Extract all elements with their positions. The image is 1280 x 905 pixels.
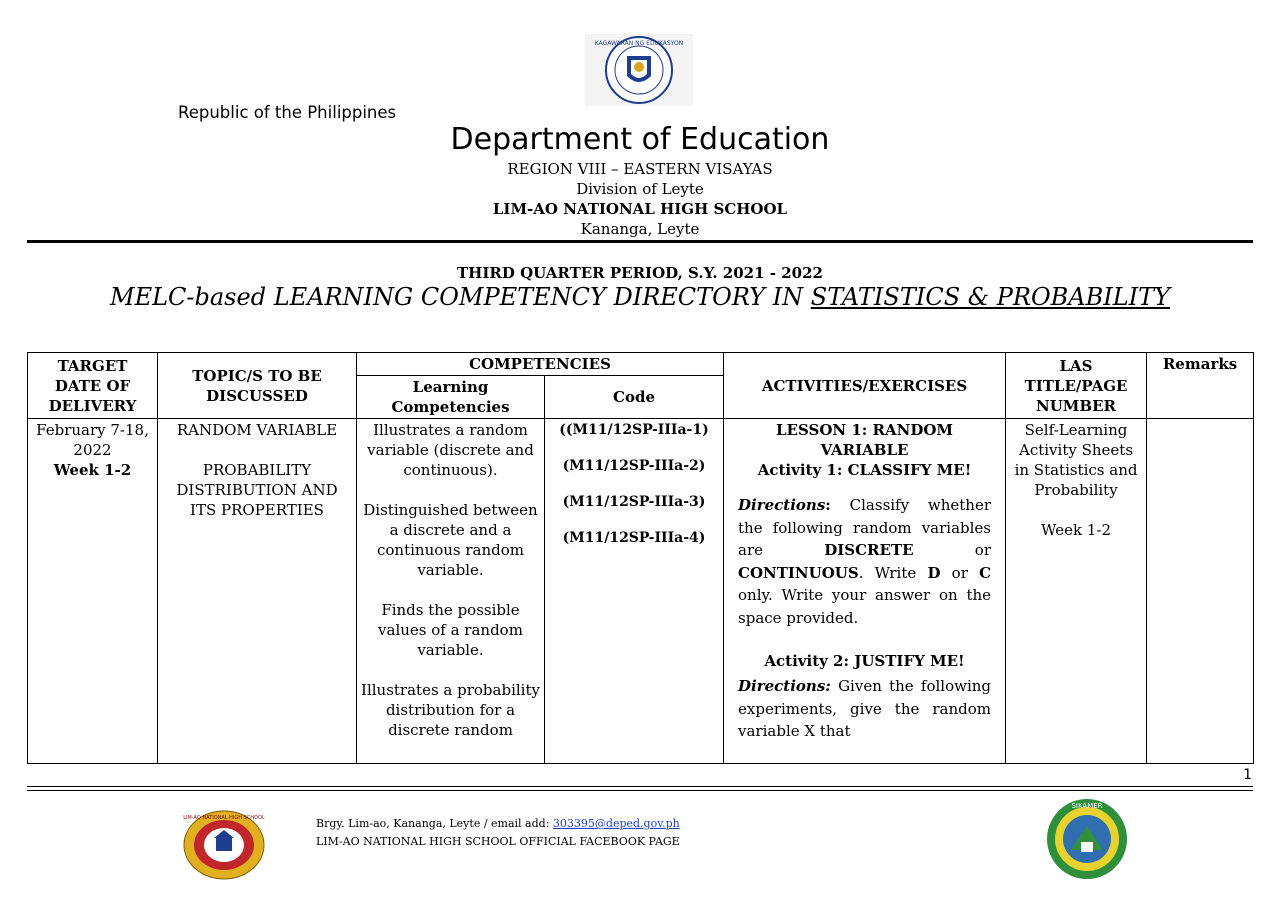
header-competencies: COMPETENCIES [357,353,724,376]
competency-code: (M11/12SP-IIIa-2) [562,458,706,474]
right-logo-text: SIKAMER [1071,802,1103,810]
title-prefix: MELC-based LEARNING COMPETENCY DIRECTORY IN [110,283,811,311]
target-date-value: February 7-18, 2022 [36,421,149,459]
activity-1-title: Activity 1: CLASSIFY ME! [757,461,972,479]
cell-activities [724,419,1006,764]
document-title [0,283,1280,311]
activity-2-directions: Directions: Given the following experiments, give the random variable X that [738,677,992,740]
footer-address [316,817,680,830]
header-activities: ACTIVITIES/EXERCISES [724,353,1006,419]
department-title: Department of Education [450,122,830,157]
header-code: Code [545,376,724,419]
cell-learning-competencies [357,419,545,764]
header-target-date: TARGET DATE OF DELIVERY [28,353,158,419]
quarter-label: THIRD QUARTER PERIOD, S.Y. 2021 - 2022 [457,264,823,282]
division-logo-icon [1045,798,1129,880]
school-name: LIM-AO NATIONAL HIGH SCHOOL [492,200,788,218]
topic-item: RANDOM VARIABLE [176,421,338,439]
republic-label: Republic of the Philippines [178,103,397,122]
region-label: REGION VIII – EASTERN VISAYAS [507,160,773,178]
footer-divider [27,786,1253,787]
header-learning-competencies: Learning Competencies [357,376,545,419]
title-subject: STATISTICS & PROBABILITY [810,283,1170,311]
lesson-title: LESSON 1: RANDOM VARIABLE [776,421,954,459]
topic-item: PROBABILITY DISTRIBUTION AND ITS PROPERTIES [176,461,338,519]
school-logo-icon [182,810,266,880]
competency-directory-table [27,352,1254,764]
seal-text: KAGAWARAN NG EDUKASYON [594,40,684,47]
cell-las [1006,419,1147,764]
competency-item: Finds the possible values of a random variable. [378,601,523,659]
cell-topics [158,419,357,764]
competency-code: (M11/12SP-IIIa-3) [562,494,706,510]
table-row [28,419,1254,764]
las-title: Self-Learning Activity Sheets in Statistics and Probability [1014,421,1138,499]
footer-facebook: LIM-AO NATIONAL HIGH SCHOOL OFFICIAL FACEBOOK PAGE [316,835,680,848]
header-remarks: Remarks [1147,353,1254,419]
footer-address-text: Brgy. Lim-ao, Kananga, Leyte / email add: [316,817,553,830]
activity-1-directions: Directions: Classify whether the following random variables are DISCRETE or CONTINUOUS. Write D or C only. Write your answer on the space provided. [738,496,992,627]
las-week: Week 1-2 [1041,521,1111,539]
competency-item: Illustrates a random variable (discrete and continuous). [367,421,534,479]
left-logo-text: LIM-AO NATIONAL HIGH SCHOOL [183,815,265,821]
cell-codes [545,419,724,764]
header-topics: TOPIC/S TO BE DISCUSSED [158,353,357,419]
division-label: Division of Leyte [576,180,704,198]
cell-remarks [1147,419,1254,764]
competency-item: Distinguished between a discrete and a continuous random variable. [363,501,538,579]
cell-target-date [28,419,158,764]
footer-divider [27,790,1253,791]
school-location: Kananga, Leyte [580,220,700,238]
deped-seal-icon [585,34,693,106]
table-header-row [28,353,1254,376]
target-week: Week 1-2 [53,461,132,479]
competency-code: (M11/12SP-IIIa-4) [562,530,706,546]
activity-2-title: Activity 2: JUSTIFY ME! [764,652,965,670]
competency-code: ((M11/12SP-IIIa-1) [559,422,709,438]
page-number: 1 [1243,767,1252,783]
footer-email-link[interactable]: 303395@deped.gov.ph [552,817,680,830]
header-divider [27,240,1253,243]
competency-item: Illustrates a probability distribution for a discrete random [361,681,540,739]
header-las: LAS TITLE/PAGE NUMBER [1006,353,1147,419]
